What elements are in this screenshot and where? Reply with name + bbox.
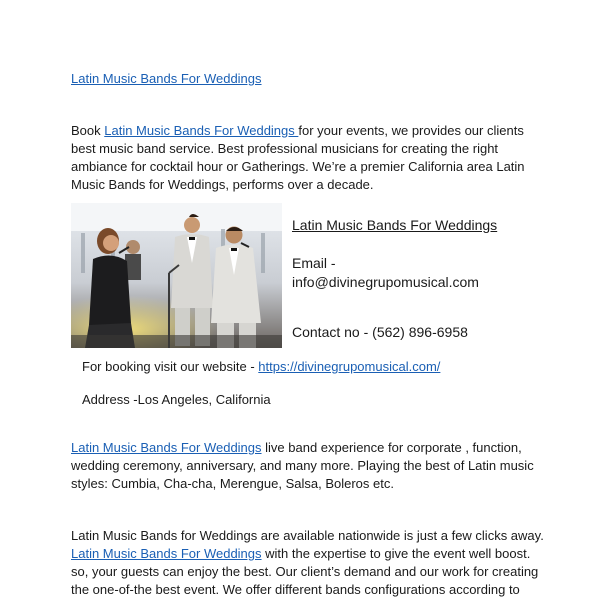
para2-line-2: wedding ceremony, anniversary, and many more. Playing the best of Latin music [71, 458, 534, 473]
intro-line-2: best music band service. Best professional musicians for creating the right [71, 141, 499, 156]
booking-line [82, 358, 440, 376]
para2-line-1 [71, 439, 522, 457]
para2-line-1-rest: live band experience for corporate , function, [261, 440, 522, 455]
intro-line-1-rest: for your events, we provides our clients [298, 123, 524, 138]
address-line: Address -Los Angeles, California [82, 392, 271, 407]
intro-link[interactable]: Latin Music Bands For Weddings [104, 123, 299, 138]
band-photo-icon [71, 203, 282, 348]
website-link[interactable]: https://divinegrupomusical.com/ [258, 359, 441, 374]
booking-prefix: For booking visit our website - [82, 359, 259, 374]
contact-number: Contact no - (562) 896-6958 [292, 324, 468, 340]
para3-line-3: so, your guests can enjoy the best. Our client’s demand and our work for creating [71, 564, 539, 579]
email-label: Email - [292, 255, 336, 271]
band-photo [71, 203, 282, 348]
intro-prefix: Book [71, 123, 105, 138]
intro-line-1 [71, 122, 524, 140]
para3-line-1: Latin Music Bands for Weddings are available nationwide is just a few clicks away. [71, 528, 544, 543]
para2-line-3: styles: Cumbia, Cha-cha, Merengue, Salsa, Boleros etc. [71, 476, 394, 491]
heading-link[interactable]: Latin Music Bands For Weddings [71, 71, 262, 86]
intro-line-4: Music Bands for Weddings, performs over a decade. [71, 177, 374, 192]
card-title-link[interactable]: Latin Music Bands For Weddings [292, 217, 498, 233]
intro-line-3: ambiance for cocktail hour or Gatherings. We’re a premier California area Latin [71, 159, 525, 174]
email-value: info@divinegrupomusical.com [292, 274, 479, 290]
para3-line-4: the one-of-the best event. We offer different bands configurations according to [71, 582, 520, 597]
para3-line-2 [71, 545, 530, 563]
para3-link[interactable]: Latin Music Bands For Weddings [71, 546, 262, 561]
para3-line-2-rest: with the expertise to give the event well boost. [261, 546, 531, 561]
para2-link[interactable]: Latin Music Bands For Weddings [71, 440, 262, 455]
